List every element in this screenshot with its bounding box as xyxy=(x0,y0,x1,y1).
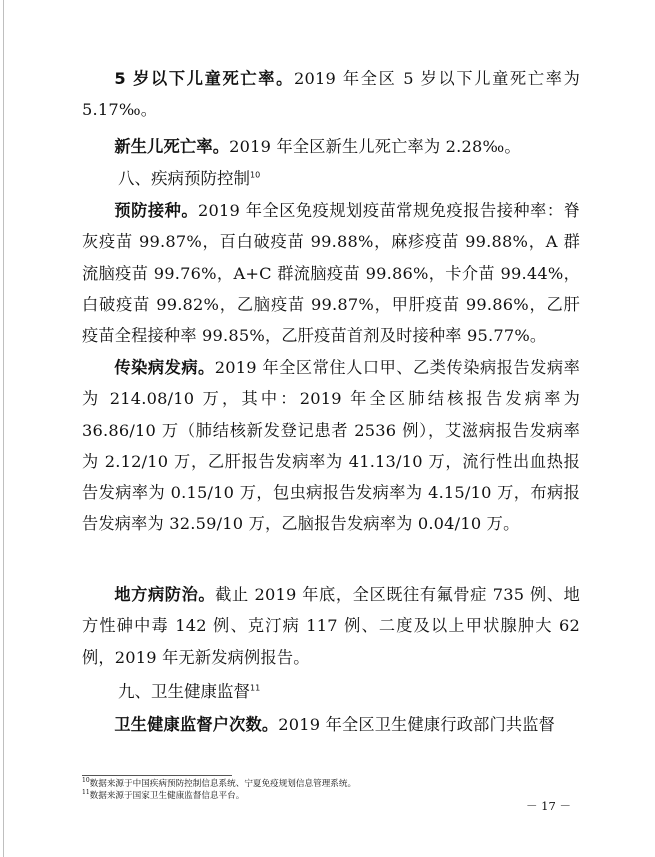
text-vaccination: 2019 年全区免疫规划疫苗常规免疫报告接种率：脊灰疫苗 99.87%，百白破疫苗 99.88%，麻疹疫苗 99.88%，A 群流脑疫苗 99.76%，A+C 群流脑疫苗 99.86%，卡介苗 99.44%，白破疫苗 99.82%，乙脑疫苗 99.87%，甲肝疫苗 99.86%，乙肝疫苗全程接种率 99.85%，乙肝疫苗首剂及时接种率 95.77%。 xyxy=(82,201,580,346)
footnote-11 xyxy=(82,791,244,802)
heading-supervised-units: 卫生健康监督户次数。 xyxy=(114,715,279,734)
footnote-10-text: 数据来源于中国疾病预防控制信息系统、宁夏免疫规划信息管理系统。 xyxy=(89,779,357,789)
heading-neonatal-mortality: 新生儿死亡率。 xyxy=(114,137,230,156)
heading-vaccination: 预防接种。 xyxy=(114,201,199,220)
paragraph-vaccination xyxy=(82,195,580,351)
text-supervised-units: 2019 年全区卫生健康行政部门共监督 xyxy=(278,715,556,734)
paragraph-under5-mortality xyxy=(82,63,580,126)
paragraph-infectious-disease xyxy=(82,352,580,540)
footnote-10 xyxy=(82,779,356,790)
heading-infectious-disease: 传染病发病。 xyxy=(114,358,215,377)
paragraph-supervised-units xyxy=(82,709,580,740)
footnote-11-mark: 11 xyxy=(82,789,90,797)
text-endemic-disease: 截止 2019 年底，全区既往有氟骨症 735 例、地方性砷中毒 142 例、克汀病 117 例、二度及以上甲状腺肿大 62 例，2019 年无新发病例报告。 xyxy=(82,585,581,667)
text-infectious-disease: 2019 年全区常住人口甲、乙类传染病报告发病率为 214.08/10 万，其中：2019 年全区肺结核报告发病率为 36.86/10 万（肺结核新发登记患者 2536 例），艾滋病报告发病率为 2.12/10 万，乙肝报告发病率为 41.13/10 万，流行性出血热报告发病率为 0.15/10 万，包虫病报告发病率为 4.15/10 万，布病报告发病率为 32.59/10 万，乙脑报告发病率为 0.04/10 万。 xyxy=(82,358,581,534)
heading-endemic-disease: 地方病防治。 xyxy=(114,585,216,604)
section-title-health-supervision xyxy=(118,676,260,707)
paragraph-neonatal-mortality xyxy=(82,131,580,162)
section-title-disease-control-text: 八、疾病预防控制 xyxy=(118,169,250,188)
text-under5-mortality: 2019 年全区 5 岁以下儿童死亡率为 5.17‰。 xyxy=(82,69,580,120)
page-number: － 17 － xyxy=(526,799,571,813)
footnote-ref-10: 10 xyxy=(250,170,261,180)
heading-under5-mortality: 5 岁以下儿童死亡率。 xyxy=(114,69,295,88)
section-title-health-supervision-text: 九、卫生健康监督 xyxy=(118,682,250,701)
section-title-disease-control xyxy=(118,163,260,194)
footnote-ref-11: 11 xyxy=(250,683,261,693)
paragraph-endemic-disease xyxy=(82,579,580,673)
footnote-divider xyxy=(82,775,232,776)
text-neonatal-mortality: 2019 年全区新生儿死亡率为 2.28‰。 xyxy=(229,137,521,156)
footnote-10-mark: 10 xyxy=(82,777,90,785)
footnote-11-text: 数据来源于国家卫生健康监督信息平台。 xyxy=(89,791,245,801)
